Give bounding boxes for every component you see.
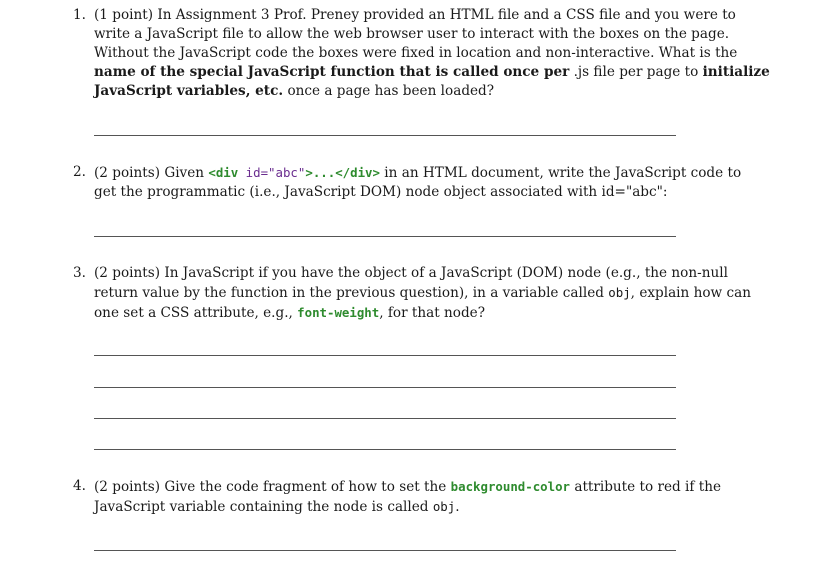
answer-line[interactable] bbox=[94, 135, 676, 136]
question-number: 2. bbox=[73, 164, 86, 180]
question-text: (2 points) Give the code fragment of how to set the background-color attribute to red if the JavaScript variable containing the node is called obj. bbox=[94, 479, 722, 515]
points-label: (2 points) bbox=[94, 165, 161, 181]
question-text: (2 points) Given <div id="abc">...</div> in an HTML document, write the JavaScript code to get the programmatic (i.e., JavaScript DOM) node object associated with id="abc": bbox=[94, 165, 742, 200]
points-label: (2 points) bbox=[94, 265, 161, 281]
points-label: (2 points) bbox=[94, 479, 161, 495]
answer-line[interactable] bbox=[94, 449, 676, 450]
question-text: (2 points) In JavaScript if you have the object of a JavaScript (DOM) node (e.g., the non-null return value by the function in the previous question), in a variable called obj, explain how can one set a CSS attribute, e.g., font-weight, for that node? bbox=[94, 265, 751, 321]
question-number: 3. bbox=[73, 265, 86, 281]
question-number: 4. bbox=[73, 478, 86, 494]
answer-line[interactable] bbox=[94, 387, 676, 388]
answer-line[interactable] bbox=[94, 355, 676, 356]
answer-line[interactable] bbox=[94, 550, 676, 551]
answer-line[interactable] bbox=[94, 418, 676, 419]
points-label: (1 point) bbox=[94, 7, 154, 23]
question-number: 1. bbox=[73, 7, 86, 23]
question-text: (1 point) In Assignment 3 Prof. Preney provided an HTML file and a CSS file and you were to write a JavaScript file to allow the web browser user to interact with the boxes on the page. Without the JavaScript code the boxes were fixed in location and non-interactive. What is the name of the special JavaScript function that is called once per .js file per page to initialize JavaScript variables, etc. once a page has been loaded? bbox=[94, 7, 770, 99]
answer-line[interactable] bbox=[94, 236, 676, 237]
